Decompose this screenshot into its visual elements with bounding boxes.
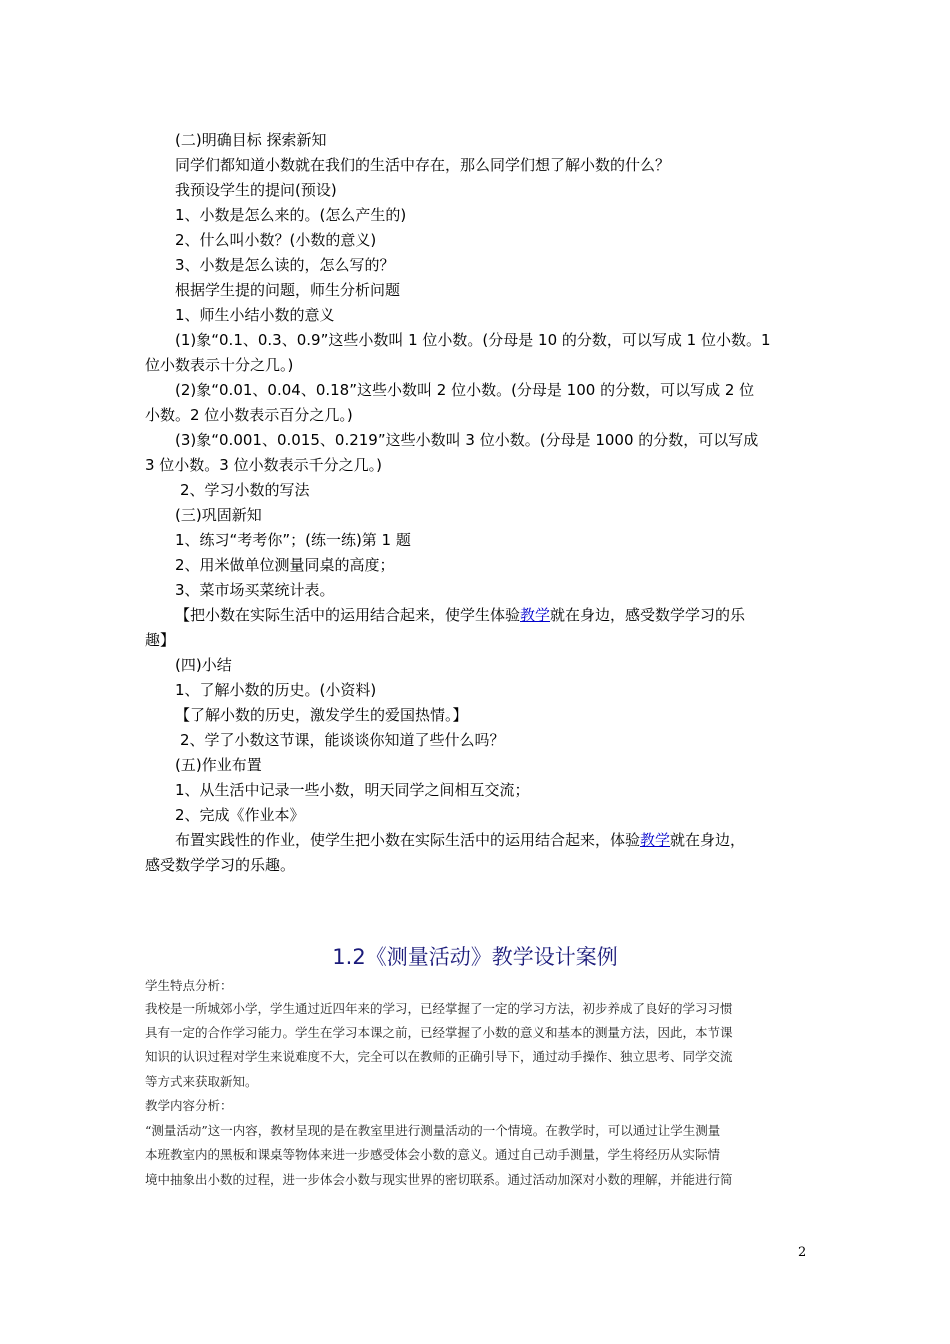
point-2-line-2: 小数。2 位小数表示百分之几。) (145, 406, 353, 424)
point-2-line-1: (2)象“0.01、0.04、0.18”这些小数叫 2 位小数。(分母是 100 的分数，可以写成 2 位 (175, 381, 755, 399)
section3-note-line-1: 【把小数在实际生活中的运用结合起来，使学生体验教学就在身边，感受数学学习的乐 (175, 606, 746, 624)
question-2: 2、什么叫小数？(小数的意义) (175, 231, 377, 249)
section5-note-line-2: 感受数学学习的乐趣。 (145, 856, 296, 874)
point-3-line-2: 3 位小数。3 位小数表示千分之几。) (145, 456, 382, 474)
writing-item: 2、学习小数的写法 (180, 481, 310, 499)
section-heading-2: (二)明确目标 探索新知 (175, 131, 327, 149)
paragraph-preset: 我预设学生的提问(预设) (175, 181, 337, 199)
exercise-3: 3、菜市场买菜统计表。 (175, 581, 335, 599)
content-analysis-line-1: “测量活动”这一内容，教材呈现的是在教室里进行测量活动的一个情境。在教学时，可以通过让学生测量 (145, 1123, 721, 1138)
page-number: 2 (798, 1245, 807, 1260)
section-heading-3: (三)巩固新知 (175, 506, 262, 524)
point-3-line-1: (3)象“0.001、0.015、0.219”这些小数叫 3 位小数。(分母是 1000 的分数，可以写成 (175, 431, 759, 449)
case-title: 1.2《测量活动》教学设计案例 (332, 945, 618, 969)
summary-title: 1、师生小结小数的意义 (175, 306, 335, 324)
question-3: 3、小数是怎么读的，怎么写的？ (175, 256, 395, 274)
student-analysis-line-2: 具有一定的合作学习能力。学生在学习本课之前，已经掌握了小数的意义和基本的测量方法，因此，本节课 (145, 1025, 733, 1040)
student-analysis-label: 学生特点分析： (145, 978, 233, 993)
section5-note-line-1: 布置实践性的作业，使学生把小数在实际生活中的运用结合起来，体验教学就在身边， (175, 831, 746, 849)
exercise-1: 1、练习“考考你”；(练一练)第 1 题 (175, 531, 411, 549)
homework-1: 1、从生活中记录一些小数，明天同学之间相互交流； (175, 781, 530, 799)
point-1-line-2: 位小数表示十分之几。) (145, 356, 294, 374)
teaching-link[interactable]: 教学 (520, 606, 551, 624)
section3-note-line-2: 趣】 (145, 631, 176, 649)
section-heading-5: (五)作业布置 (175, 756, 262, 774)
content-analysis-line-3: 境中抽象出小数的过程，进一步体会小数与现实世界的密切联系。通过活动加深对小数的理解，并能进行简 (145, 1172, 733, 1187)
paragraph-intro: 同学们都知道小数就在我们的生活中存在，那么同学们想了解小数的什么？ (175, 156, 671, 174)
question-1: 1、小数是怎么来的。(怎么产生的) (175, 206, 407, 224)
summary-item-1: 1、了解小数的历史。(小资料) (175, 681, 377, 699)
summary-note: 【了解小数的历史，激发学生的爱国热情。】 (175, 706, 468, 724)
paragraph-analyze: 根据学生提的问题，师生分析问题 (175, 281, 401, 299)
student-analysis-line-3: 知识的认识过程对学生来说难度不大，完全可以在教师的正确引导下，通过动手操作、独立思考、同学交流 (145, 1049, 733, 1064)
student-analysis-line-1: 我校是一所城郊小学，学生通过近四年来的学习，已经掌握了一定的学习方法，初步养成了良好的学习习惯 (145, 1001, 733, 1016)
exercise-2: 2、用米做单位测量同桌的高度； (175, 556, 395, 574)
summary-item-2: 2、学了小数这节课，能谈谈你知道了些什么吗？ (180, 731, 505, 749)
section-heading-4: (四)小结 (175, 656, 232, 674)
teaching-link[interactable]: 教学 (640, 831, 671, 849)
content-analysis-label: 教学内容分析： (145, 1098, 233, 1113)
point-1-line-1: (1)象“0.1、0.3、0.9”这些小数叫 1 位小数。(分母是 10 的分数，可以写成 1 位小数。1 (175, 331, 771, 349)
student-analysis-line-4: 等方式来获取新知。 (145, 1074, 258, 1089)
content-analysis-line-2: 本班教室内的黑板和课桌等物体来进一步感受体会小数的意义。通过自己动手测量，学生将经历从实际情 (145, 1147, 721, 1162)
homework-2: 2、完成《作业本》 (175, 806, 305, 824)
